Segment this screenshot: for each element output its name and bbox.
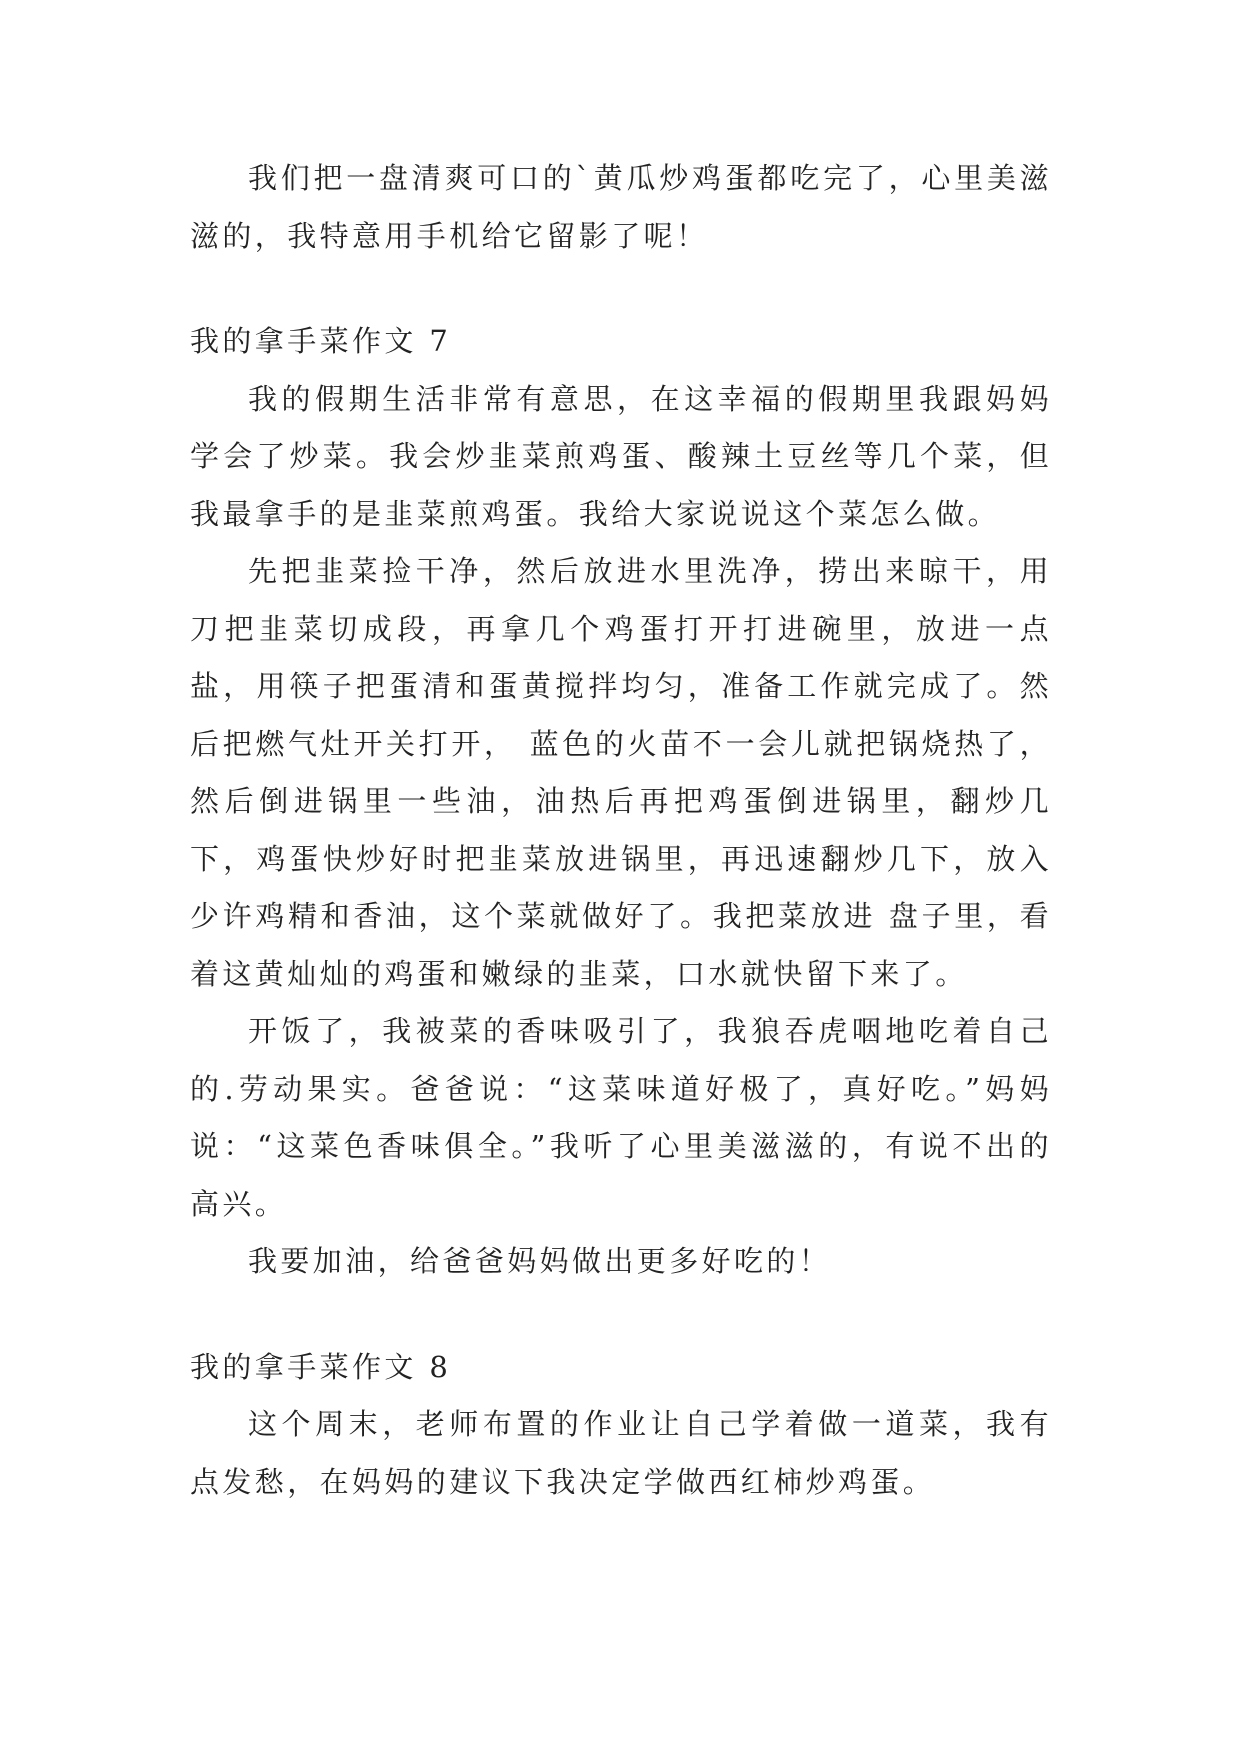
paragraph: 我的假期生活非常有意思，在这幸福的假期里我跟妈妈学会了炒菜。我会炒韭菜煎鸡蛋、酸辣土豆丝等几个菜，但我最拿手的是韭菜煎鸡蛋。我给大家说说这个菜怎么做。 [190,381,1052,531]
paragraph: 我们把一盘清爽可口的`黄瓜炒鸡蛋都吃完了，心里美滋滋的，我特意用手机给它留影了呢！ [190,161,1052,253]
paragraph: 先把韭菜捡干净，然后放进水里洗净，捞出来晾干，用刀把韭菜切成段，再拿几个鸡蛋打开打进碗里，放进一点盐，用筷子把蛋清和蛋黄搅拌均匀，准备工作就完成了。然后把燃气灶开关打开， 蓝色的火苗不一会儿就把锅烧热了，然后倒进锅里一些油，油热后再把鸡蛋倒进锅里，翻炒几下，鸡蛋快炒好时把韭菜放进锅里，再迅速翻炒几下，放入少许鸡精和香油，这个菜就做好了。我把菜放进 盘子里，看着这黄灿灿的鸡蛋和嫩绿的韭菜，口水就快留下来了。 [190,554,1052,991]
paragraph: 我要加油，给爸爸妈妈做出更多好吃的！ [248,1244,832,1278]
section-gap [190,265,1052,313]
section-heading-8: 我的拿手菜作文 8 [190,1349,452,1384]
paragraph: 开饭了，我被菜的香味吸引了，我狼吞虎咽地吃着自己的.劳动果实。爸爸说：“这菜味道好极了，真好吃。”妈妈说：“这菜色香味俱全。”我听了心里美滋滋的，有说不出的高兴。 [190,1014,1052,1221]
paragraph: 这个周末，老师布置的作业让自己学着做一道菜，我有点发愁，在妈妈的建议下我决定学做西红柿炒鸡蛋。 [190,1407,1052,1499]
section-heading-7: 我的拿手菜作文 7 [190,324,452,358]
section-gap [190,1291,1052,1339]
document-page [190,150,1052,1511]
